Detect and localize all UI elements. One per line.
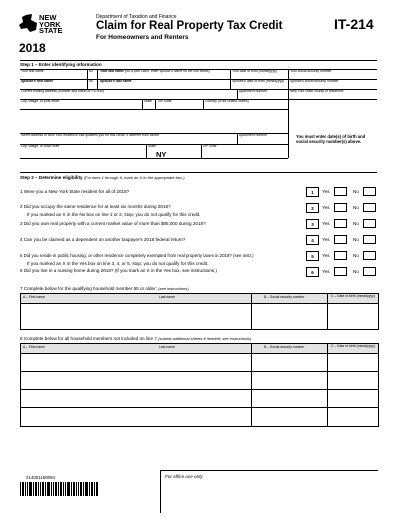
dob-ssn-note: You must enter date(s) of birth and social security number(s) above.	[296, 134, 366, 144]
line-4-yes-label: Yes	[322, 237, 330, 242]
county-label: New York State county of residence	[290, 89, 344, 93]
question-5: 5 Did you reside in public housing, or other residence completely exempted from real property taxes in 2018? (see instr.)	[20, 253, 254, 258]
state-2-value: NY	[156, 150, 167, 159]
question-6: 6 Did you live in a nursing home during 2018? (If you mark an X in the Yes box, see instructions.)	[20, 268, 217, 273]
line-6-yes-checkbox[interactable]	[334, 267, 347, 276]
department-name: Department of Taxation and Finance	[96, 14, 177, 20]
barcode-icon	[20, 482, 98, 496]
spouse-ssn-label: Spouse's social security number	[290, 79, 339, 83]
logo-line-state: STATE	[39, 26, 63, 36]
line-7-text	[20, 286, 189, 292]
spouse-dob-label: Spouse's date of birth (mmddyyyy)	[232, 79, 285, 83]
line-7-col-first: A – First name	[23, 295, 45, 299]
line-7-label: 7 Complete below for the qualifying household member 65 or older:	[20, 286, 157, 291]
line-8-text	[20, 336, 251, 342]
line-8-col-last: Last name	[159, 345, 175, 349]
line-3-number: 3	[306, 219, 319, 229]
question-2: 2 Did you occupy the same residence for at least six months during 2018?	[20, 204, 171, 209]
line-8-row[interactable]	[21, 407, 378, 426]
line-8-row[interactable]	[21, 353, 378, 371]
city-rural-label: City, village, or rural route	[21, 144, 60, 148]
zip-label: ZIP code	[158, 99, 172, 103]
spouse-first-label: Spouse's first name	[21, 79, 54, 83]
line-7-col-last: Last name	[159, 295, 175, 299]
question-1: 1 Were you a New York State resident for all of 2018?	[20, 189, 130, 194]
city-rural-field[interactable]	[20, 149, 146, 157]
line-5-yes-checkbox[interactable]	[334, 251, 347, 260]
line-3-yes-checkbox[interactable]	[334, 219, 347, 228]
nys-logo	[18, 14, 76, 54]
last-name-text: Your last name	[100, 69, 125, 73]
line-2-number: 2	[306, 203, 319, 213]
form-subtitle: For Homeowners and Renters	[96, 34, 189, 41]
new-york-state-map-icon	[18, 14, 38, 36]
line-7-table	[20, 293, 379, 330]
line-3-no-label: No	[353, 221, 359, 226]
line-7-note: (see instructions)	[158, 286, 189, 291]
step2-heading	[20, 175, 185, 181]
line-4-yes-checkbox[interactable]	[334, 235, 347, 244]
apartment-label: Apartment number	[239, 89, 268, 93]
line-2-no-label: No	[353, 205, 359, 210]
zip-2-field[interactable]	[202, 149, 288, 157]
dob-text: Your date of birth	[232, 69, 258, 73]
question-3: 3 Did you own real property with a current market value of more than $85,000 during 2018?	[20, 221, 206, 226]
line-8-row[interactable]	[21, 371, 378, 389]
step1-heading: Step 1 – Enter identifying information	[20, 62, 102, 67]
line-8-row[interactable]	[21, 389, 378, 407]
mailing-address-label: Current mailing address (number and street or PO box)	[21, 89, 104, 93]
line-8-label: 8 Complete below for all household members not included on line 7	[20, 336, 157, 341]
state-2-label: State	[148, 144, 156, 148]
last-name-joint-note: (for a joint claim, enter spouse's name on the line below)	[125, 69, 210, 73]
mi-label: MI	[89, 69, 93, 73]
form-number: IT-214	[334, 16, 374, 32]
line-6-no-label: No	[353, 269, 359, 274]
line-6-number: 6	[306, 267, 319, 277]
dob-format: (mmddyyyy)	[258, 69, 278, 73]
office-use-box	[160, 470, 378, 513]
line-4-no-checkbox[interactable]	[363, 235, 376, 244]
logo-line-new: NEW	[39, 13, 57, 22]
state-label: State	[144, 99, 152, 103]
ssn-label: Your social security number	[290, 69, 332, 73]
step2-heading-note: (For lines 1 through 6, mark an X in the appropriate box.)	[83, 175, 185, 180]
line-1-yes-label: Yes	[322, 189, 330, 194]
line-1-number: 1	[306, 187, 319, 197]
form-title: Claim for Real Property Tax Credit	[96, 20, 283, 32]
logo-line-york: YORK	[39, 19, 61, 29]
line-4-no-label: No	[353, 237, 359, 242]
line-7-col-ssn: B – Social security number	[264, 295, 305, 299]
country-label: Country (if not United States)	[205, 99, 249, 103]
step2-heading-text: Step 2 – Determine eligibility	[20, 175, 83, 180]
line-6-yes-label: Yes	[322, 269, 330, 274]
question-2-note: If you marked an X in the No box on line 1 or 2, stop; you do not qualify for this credit.	[27, 212, 201, 217]
office-use-label: For office use only	[165, 474, 203, 479]
first-name-label: Your first name	[21, 69, 44, 73]
line-5-yes-label: Yes	[322, 253, 330, 258]
line-3-no-checkbox[interactable]	[363, 219, 376, 228]
line-1-no-label: No	[353, 189, 359, 194]
line-1-no-checkbox[interactable]	[363, 187, 376, 196]
line-4-number: 4	[306, 235, 319, 245]
line-2-no-checkbox[interactable]	[363, 203, 376, 212]
line-2-yes-checkbox[interactable]	[334, 203, 347, 212]
line-1-yes-checkbox[interactable]	[334, 187, 347, 196]
line-3-yes-label: Yes	[322, 221, 330, 226]
barcode-number: 214001180094	[26, 475, 55, 480]
street-ny-label: Street address of New York residence that qualifies you for this credit, if different from above	[21, 133, 160, 137]
line-8-col-dob: C – Date of birth (mmddyyyy)	[330, 343, 376, 348]
line-5-number: 5	[306, 251, 319, 261]
line-2-yes-label: Yes	[322, 205, 330, 210]
line-7-col-dob: C – Date of birth (mmddyyyy)	[330, 293, 376, 298]
spouse-mi-label: MI	[89, 79, 93, 83]
line-7-row[interactable]	[21, 303, 378, 329]
tax-year: 2018	[19, 41, 46, 55]
spouse-last-label: Spouse's last name	[100, 79, 132, 83]
line-5-no-checkbox[interactable]	[363, 251, 376, 260]
apartment-2-label: Apartment number	[239, 133, 268, 137]
question-5-note: If you marked an X in the Yes box on line 3, 4, or 5, stop; you do not qualify for this credit.	[27, 261, 209, 266]
zip-2-label: ZIP code	[203, 144, 217, 148]
line-8-col-ssn: B – Social security number	[264, 345, 305, 349]
line-8-table	[20, 343, 379, 427]
line-6-no-checkbox[interactable]	[363, 267, 376, 276]
line-8-col-first: A – First name	[23, 345, 45, 349]
city-po-label: City, village, or post office	[21, 99, 60, 103]
line-8-note: (submit additional sheets if needed; see instructions)	[158, 336, 252, 341]
line-5-no-label: No	[353, 253, 359, 258]
question-4: 4 Can you be claimed as a dependent on another taxpayer's 2018 federal return?	[20, 237, 186, 242]
